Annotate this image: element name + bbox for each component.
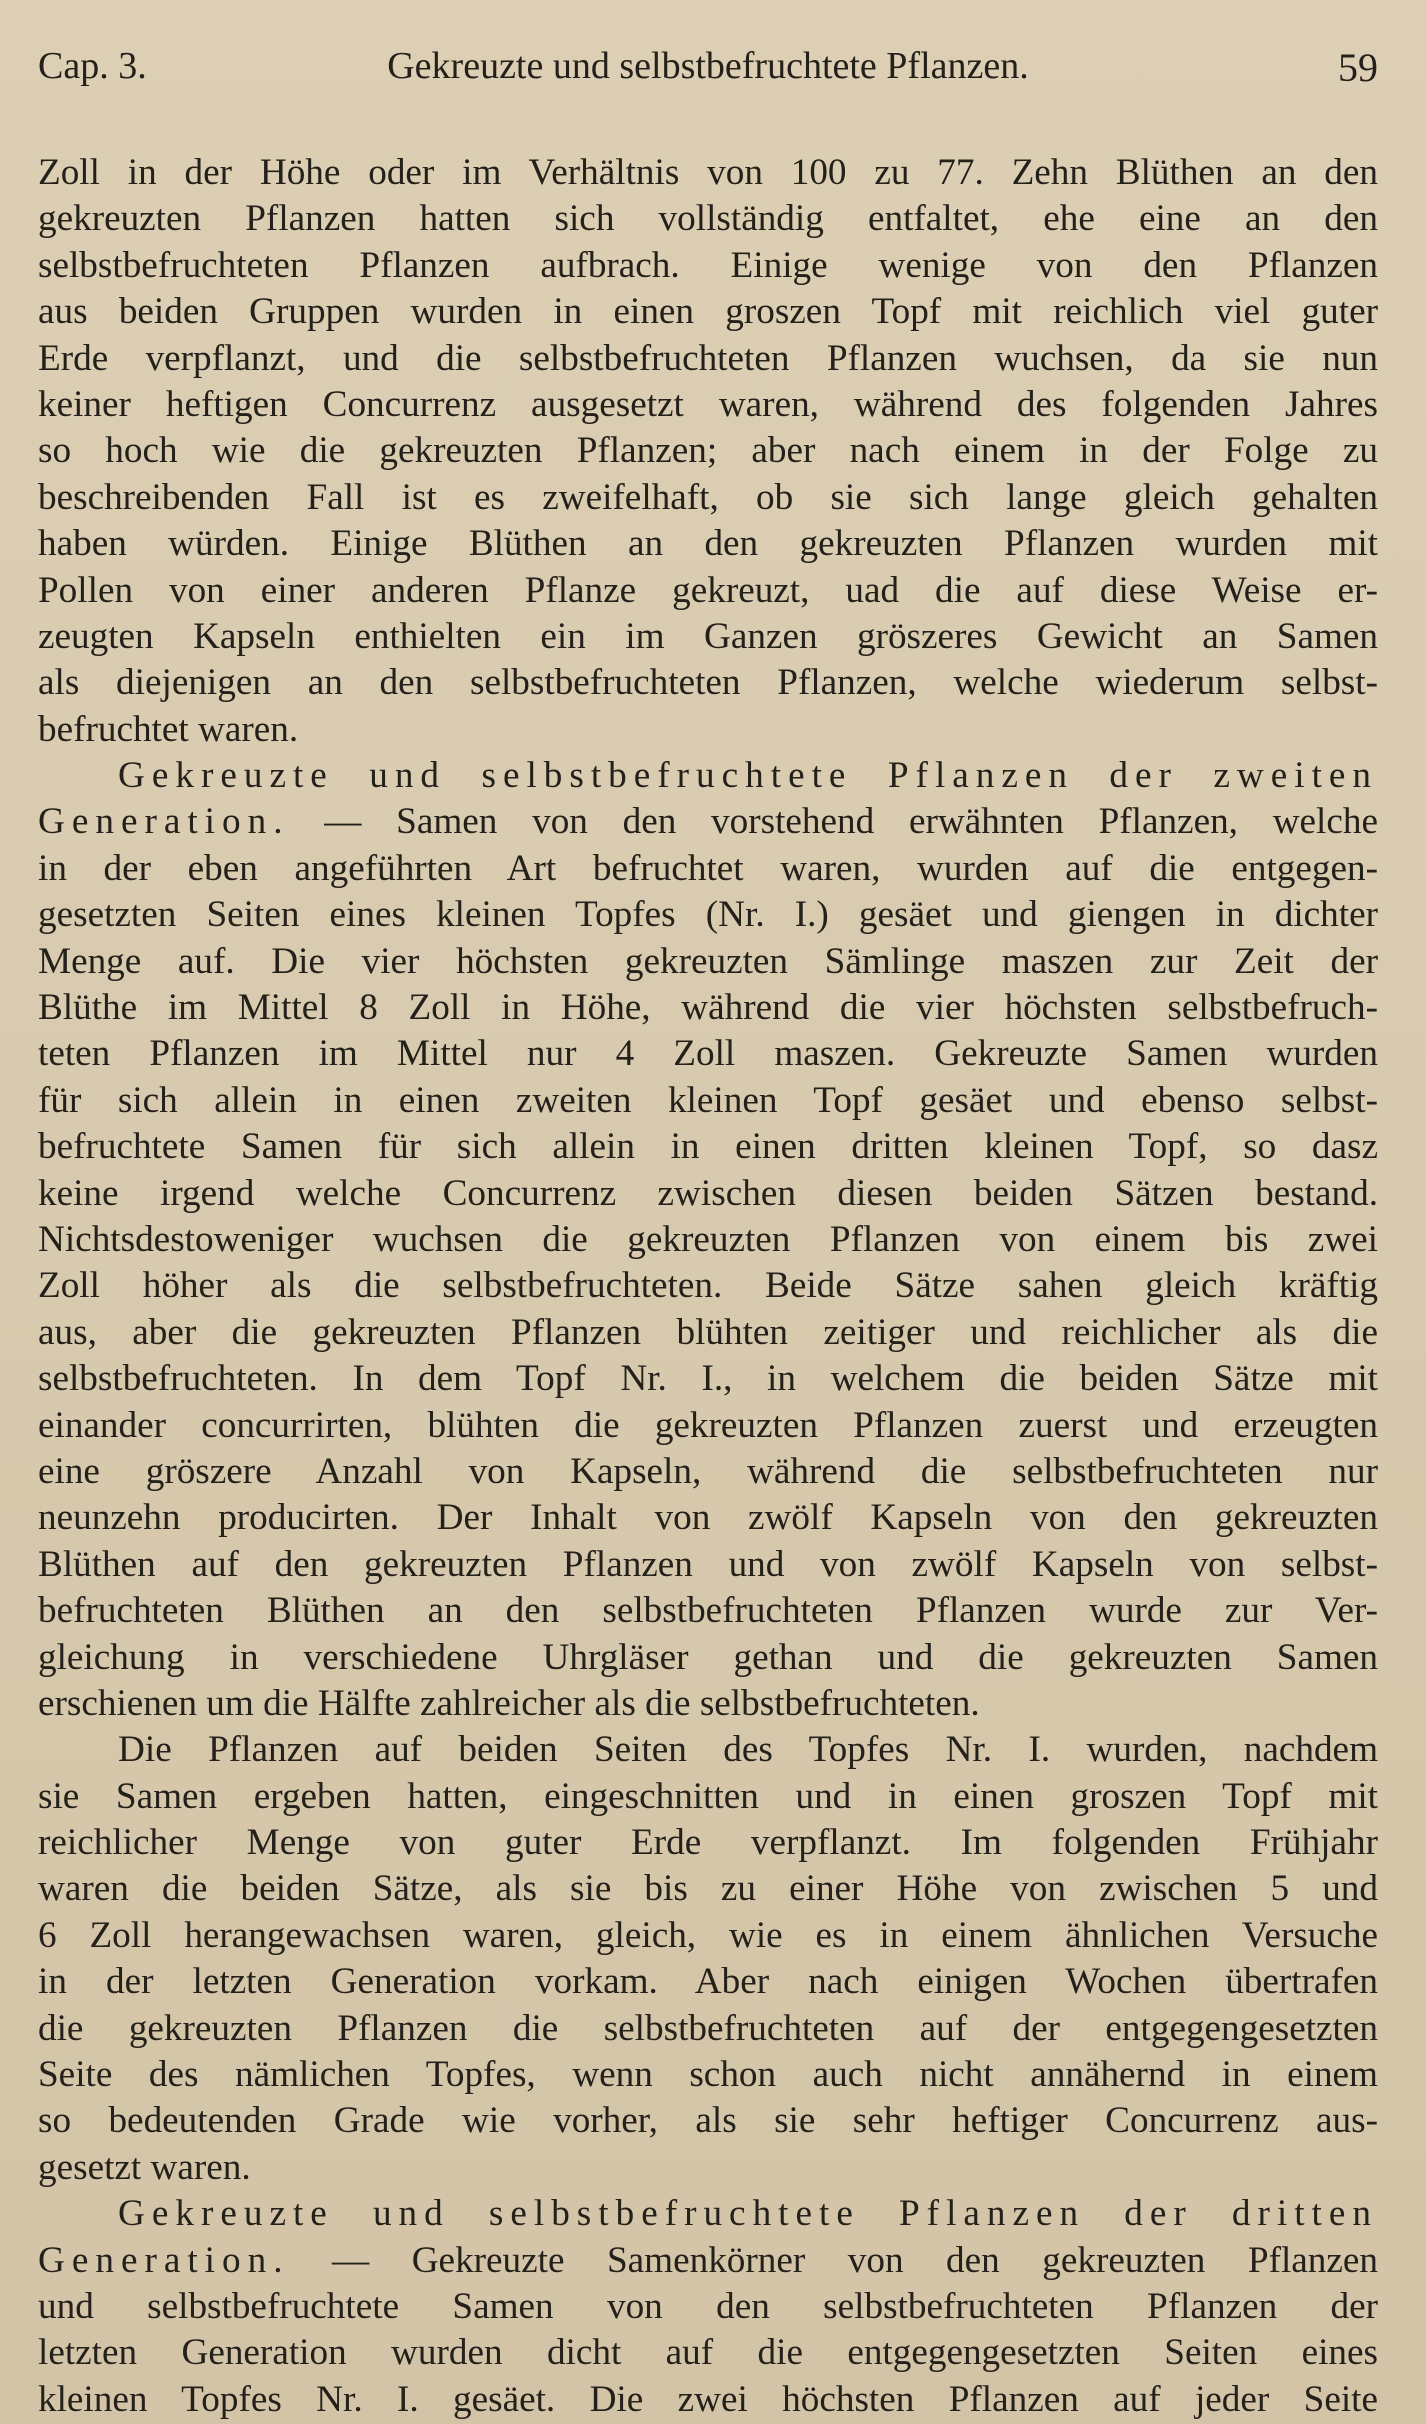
spaced-heading: Generation. xyxy=(38,801,290,843)
text-line xyxy=(38,1449,1378,1495)
spaced-heading: Generation. xyxy=(38,2239,290,2281)
line-text: als diejenigen an den selbstbefruchteten Pflanzen, welche wiederum selbst- xyxy=(38,662,1378,704)
text-line xyxy=(38,2006,1378,2052)
line-text: waren die beiden Sätze, als sie bis zu einer Höhe von zwischen 5 und xyxy=(38,1868,1378,1910)
line-text: zeugten Kapseln enthielten ein im Ganzen gröszeres Gewicht an Samen xyxy=(38,615,1378,657)
text-line xyxy=(38,1588,1378,1634)
text-line xyxy=(38,428,1378,474)
line-text: Blüthe im Mittel 8 Zoll in Höhe, während die vier höchsten selbstbefruch- xyxy=(38,987,1378,1029)
text-line xyxy=(38,799,1378,845)
line-text: in der eben angeführten Art befruchtet waren, wurden auf die entgegen- xyxy=(38,847,1378,889)
line-text: selbstbefruchteten Pflanzen aufbrach. Einige wenige von den Pflanzen xyxy=(38,244,1378,286)
text-line xyxy=(38,521,1378,567)
line-text: eine gröszere Anzahl von Kapseln, während die selbstbefruchteten nur xyxy=(38,1450,1378,1492)
line-text: und selbstbefruchtete Samen von den selbstbefruchteten Pflanzen der xyxy=(38,2285,1378,2327)
line-text: Zoll in der Höhe oder im Verhältnis von 100 zu 77. Zehn Blüthen an den xyxy=(38,152,1378,193)
line-text: befruchtete Samen für sich allein in einen dritten kleinen Topf, so dasz xyxy=(38,1126,1378,1168)
line-text: einander concurrirten, blühten die gekreuzten Pflanzen zuerst und erzeugten xyxy=(38,1404,1378,1446)
line-text: befruchtet waren. xyxy=(38,708,299,750)
text-line xyxy=(38,1774,1378,1820)
text-line xyxy=(38,1310,1378,1356)
line-text: selbstbefruchteten. In dem Topf Nr. I., in welchem die beiden Sätze mit xyxy=(38,1358,1378,1400)
text-line xyxy=(38,1171,1378,1217)
line-text: Nichtsdestoweniger wuchsen die gekreuzten Pflanzen von einem bis zwei xyxy=(38,1218,1378,1260)
text-line xyxy=(38,1542,1378,1588)
text-line xyxy=(38,382,1378,428)
spaced-heading: Gekreuzte und selbstbefruchtete Pflanzen der zweiten xyxy=(118,755,1378,797)
running-header xyxy=(38,44,1378,104)
line-text: haben würden. Einige Blüthen an den gekreuzten Pflanzen wurden mit xyxy=(38,523,1378,565)
line-text: 6 Zoll herangewachsen waren, gleich, wie es in einem ähnlichen Versuche xyxy=(38,1914,1378,1956)
line-text: Erde verpflanzt, und die selbstbefruchteten Pflanzen wuchsen, da sie nun xyxy=(38,337,1378,379)
text-line xyxy=(38,196,1378,242)
line-text: für sich allein in einen zweiten kleinen Topf gesäet und ebenso selbst- xyxy=(38,1079,1378,1121)
text-line xyxy=(38,150,1378,196)
text-line xyxy=(38,289,1378,335)
line-text: erschienen um die Hälfte zahlreicher als die selbstbefruchteten. xyxy=(38,1682,980,1724)
text-line xyxy=(38,892,1378,938)
line-text: — Samen von den vorstehend erwähnten Pflanzen, welche xyxy=(289,801,1378,843)
text-line xyxy=(38,1495,1378,1541)
text-line xyxy=(38,1403,1378,1449)
text-line xyxy=(38,1124,1378,1170)
text-line xyxy=(38,1356,1378,1402)
text-line xyxy=(38,2284,1378,2330)
line-text: kleinen Topfes Nr. I. gesäet. Die zwei höchsten Pflanzen auf jeder Seite xyxy=(38,2378,1378,2420)
text-line xyxy=(38,1959,1378,2005)
text-line xyxy=(38,2238,1378,2284)
line-text: — Gekreuzte Samenkörner von den gekreuzten Pflanzen xyxy=(289,2239,1378,2281)
text-line xyxy=(38,707,1378,753)
line-text: teten Pflanzen im Mittel nur 4 Zoll maszen. Gekreuzte Samen wurden xyxy=(38,1033,1378,1075)
line-text: Die Pflanzen auf beiden Seiten des Topfes Nr. I. wurden, nachdem xyxy=(118,1729,1378,1771)
text-line xyxy=(38,2330,1378,2376)
line-text: aus, aber die gekreuzten Pflanzen blühten zeitiger und reichlicher als die xyxy=(38,1311,1378,1353)
text-line xyxy=(38,846,1378,892)
line-text: neunzehn producirten. Der Inhalt von zwölf Kapseln von den gekreuzten xyxy=(38,1497,1378,1539)
line-text: keiner heftigen Concurrenz ausgesetzt waren, während des folgenden Jahres xyxy=(38,383,1378,425)
text-line xyxy=(38,1078,1378,1124)
text-line xyxy=(38,336,1378,382)
text-line xyxy=(38,2145,1378,2191)
text-line xyxy=(38,2377,1378,2423)
line-text: beschreibenden Fall ist es zweifelhaft, ob sie sich lange gleich gehalten xyxy=(38,476,1378,518)
text-line xyxy=(38,1263,1378,1309)
text-line xyxy=(38,614,1378,660)
text-line xyxy=(38,1635,1378,1681)
text-line xyxy=(38,939,1378,985)
body-text xyxy=(38,150,1378,2423)
text-line xyxy=(38,753,1378,799)
text-line xyxy=(38,475,1378,521)
spaced-heading: Gekreuzte und selbstbefruchtete Pflanzen der dritten xyxy=(118,2193,1378,2235)
line-text: gesetzt waren. xyxy=(38,2146,251,2188)
page-number: 59 xyxy=(1338,45,1378,90)
text-line xyxy=(38,2098,1378,2144)
text-line xyxy=(38,1727,1378,1773)
line-text: sie Samen ergeben hatten, eingeschnitten und in einen groszen Topf mit xyxy=(38,1775,1378,1817)
line-text: Menge auf. Die vier höchsten gekreuzten Sämlinge maszen zur Zeit der xyxy=(38,940,1378,982)
line-text: so bedeutenden Grade wie vorher, als sie sehr heftiger Concurrenz aus- xyxy=(38,2100,1378,2142)
line-text: in der letzten Generation vorkam. Aber nach einigen Wochen übertrafen xyxy=(38,1961,1378,2003)
text-line xyxy=(38,243,1378,289)
line-text: keine irgend welche Concurrenz zwischen diesen beiden Sätzen bestand. xyxy=(38,1172,1378,1214)
line-text: so hoch wie die gekreuzten Pflanzen; aber nach einem in der Folge zu xyxy=(38,430,1378,472)
line-text: befruchteten Blüthen an den selbstbefruchteten Pflanzen wurde zur Ver- xyxy=(38,1590,1378,1632)
text-line xyxy=(38,985,1378,1031)
chapter-label: Cap. 3. xyxy=(38,45,147,87)
text-line xyxy=(38,2052,1378,2098)
text-line xyxy=(38,660,1378,706)
text-line xyxy=(38,1031,1378,1077)
line-text: reichlicher Menge von guter Erde verpflanzt. Im folgenden Frühjahr xyxy=(38,1822,1378,1864)
line-text: gekreuzten Pflanzen hatten sich vollständig entfaltet, ehe eine an den xyxy=(38,198,1378,240)
text-line xyxy=(38,1913,1378,1959)
text-line xyxy=(38,1866,1378,1912)
text-line xyxy=(38,568,1378,614)
text-line xyxy=(38,1820,1378,1866)
line-text: Zoll höher als die selbstbefruchteten. Beide Sätze sahen gleich kräftig xyxy=(38,1265,1378,1307)
line-text: Seite des nämlichen Topfes, wenn schon auch nicht annähernd in einem xyxy=(38,2054,1378,2096)
line-text: aus beiden Gruppen wurden in einen groszen Topf mit reichlich viel guter xyxy=(38,291,1378,333)
line-text: gleichung in verschiedene Uhrgläser gethan und die gekreuzten Samen xyxy=(38,1636,1378,1678)
line-text: Blüthen auf den gekreuzten Pflanzen und von zwölf Kapseln von selbst- xyxy=(38,1543,1378,1585)
text-line xyxy=(38,2191,1378,2237)
text-line xyxy=(38,1681,1378,1727)
line-text: Pollen von einer anderen Pflanze gekreuzt, uad die auf diese Weise er- xyxy=(38,569,1378,611)
text-line xyxy=(38,1217,1378,1263)
line-text: letzten Generation wurden dicht auf die entgegengesetzten Seiten eines xyxy=(38,2332,1378,2374)
line-text: gesetzten Seiten eines kleinen Topfes (Nr. I.) gesäet und giengen in dichter xyxy=(38,894,1378,936)
line-text: die gekreuzten Pflanzen die selbstbefruchteten auf der entgegengesetzten xyxy=(38,2007,1378,2049)
running-title: Gekreuzte und selbstbefruchtete Pflanzen. xyxy=(387,45,1029,87)
